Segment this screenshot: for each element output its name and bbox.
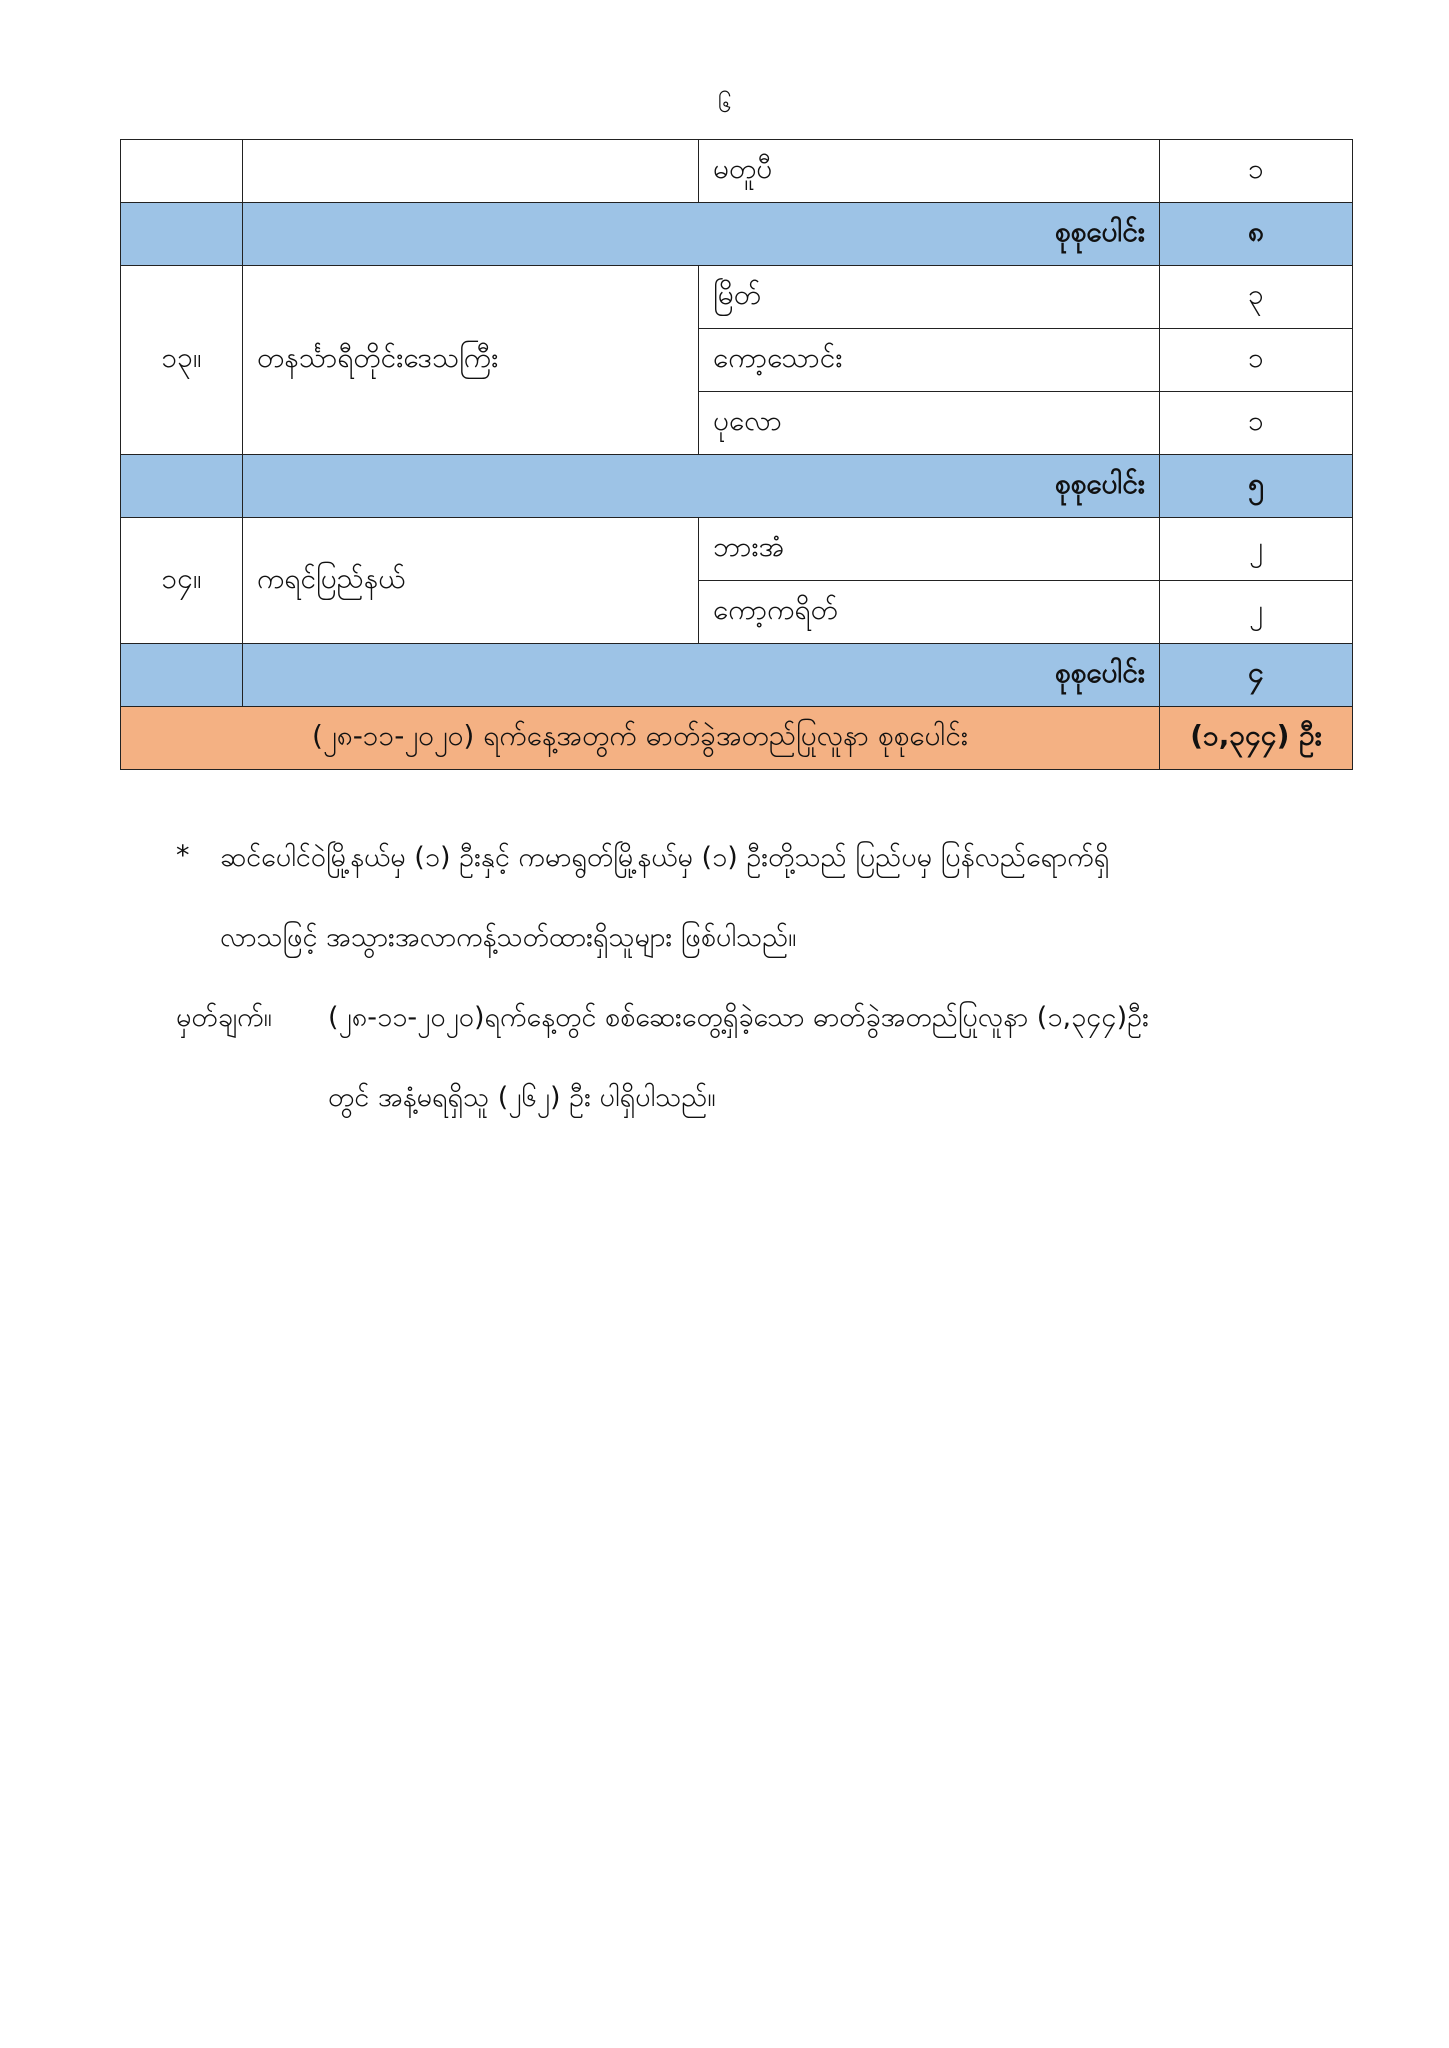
count-cell: ၃	[1160, 266, 1353, 329]
remark-label: မှတ်ချက်။	[176, 1002, 272, 1033]
footnote-line-1: ဆင်ပေါင်ဝဲမြို့နယ်မှ (၁) ဦးနှင့် ကမာရွတ်မြို့နယ်မှ (၁) ဦးတို့သည် ပြည်ပမှ ပြန်လည်ရောက်ရှိ	[220, 842, 1110, 873]
table-row	[121, 266, 1353, 329]
grand-total-label: (၂၈-၁၁-၂၀၂၀) ရက်နေ့အတွက် ဓာတ်ခွဲအတည်ပြုလူနာ စုစုပေါင်း	[121, 707, 1160, 770]
subtotal-count: ၈	[1160, 203, 1353, 266]
row-number: ၁၃။	[121, 266, 243, 455]
township-cell: ကော့သောင်း	[699, 329, 1160, 392]
row-number	[121, 140, 243, 203]
footnote-marker: *	[176, 840, 190, 871]
township-cell: ဘားအံ	[699, 518, 1160, 581]
township-cell: မတူပီ	[699, 140, 1160, 203]
remark-line-1: (၂၈-၁၁-၂၀၂၀)ရက်နေ့တွင် စစ်ဆေးတွေ့ရှိခဲ့သော ဓာတ်ခွဲအတည်ပြုလူနာ (၁,၃၄၄)ဦး	[328, 1002, 1149, 1033]
region-cell: တနင်္သာရီတိုင်းဒေသကြီး	[243, 266, 699, 455]
subtotal-row	[121, 644, 1353, 707]
subtotal-count: ၄	[1160, 644, 1353, 707]
region-cell: ကရင်ပြည်နယ်	[243, 518, 699, 644]
subtotal-row	[121, 455, 1353, 518]
count-cell: ၂	[1160, 581, 1353, 644]
township-cell: ပုလော	[699, 392, 1160, 455]
table-row	[121, 140, 1353, 203]
subtotal-label: စုစုပေါင်း	[243, 203, 1160, 266]
grand-total-count: (၁,၃၄၄) ဦး	[1160, 707, 1353, 770]
page-number: ၆	[717, 90, 732, 118]
remark-line-2: တွင် အနံ့မရရှိသူ (၂၆၂) ဦး ပါရှိပါသည်။	[328, 1082, 716, 1113]
subtotal-row	[121, 203, 1353, 266]
count-cell: ၁	[1160, 392, 1353, 455]
subtotal-label: စုစုပေါင်း	[243, 455, 1160, 518]
township-cell: ကော့ကရိတ်	[699, 581, 1160, 644]
region-cell	[243, 140, 699, 203]
row-number: ၁၄။	[121, 518, 243, 644]
subtotal-count: ၅	[1160, 455, 1353, 518]
count-cell: ၁	[1160, 140, 1353, 203]
grand-total-row	[121, 707, 1353, 770]
table-row	[121, 518, 1353, 581]
subtotal-label: စုစုပေါင်း	[243, 644, 1160, 707]
count-cell: ၂	[1160, 518, 1353, 581]
footnote-line-2: လာသဖြင့် အသွားအလာကန့်သတ်ထားရှိသူများ ဖြစ်ပါသည်။	[220, 922, 797, 953]
count-cell: ၁	[1160, 329, 1353, 392]
township-cell: မြိတ်	[699, 266, 1160, 329]
cases-table	[120, 139, 1353, 770]
